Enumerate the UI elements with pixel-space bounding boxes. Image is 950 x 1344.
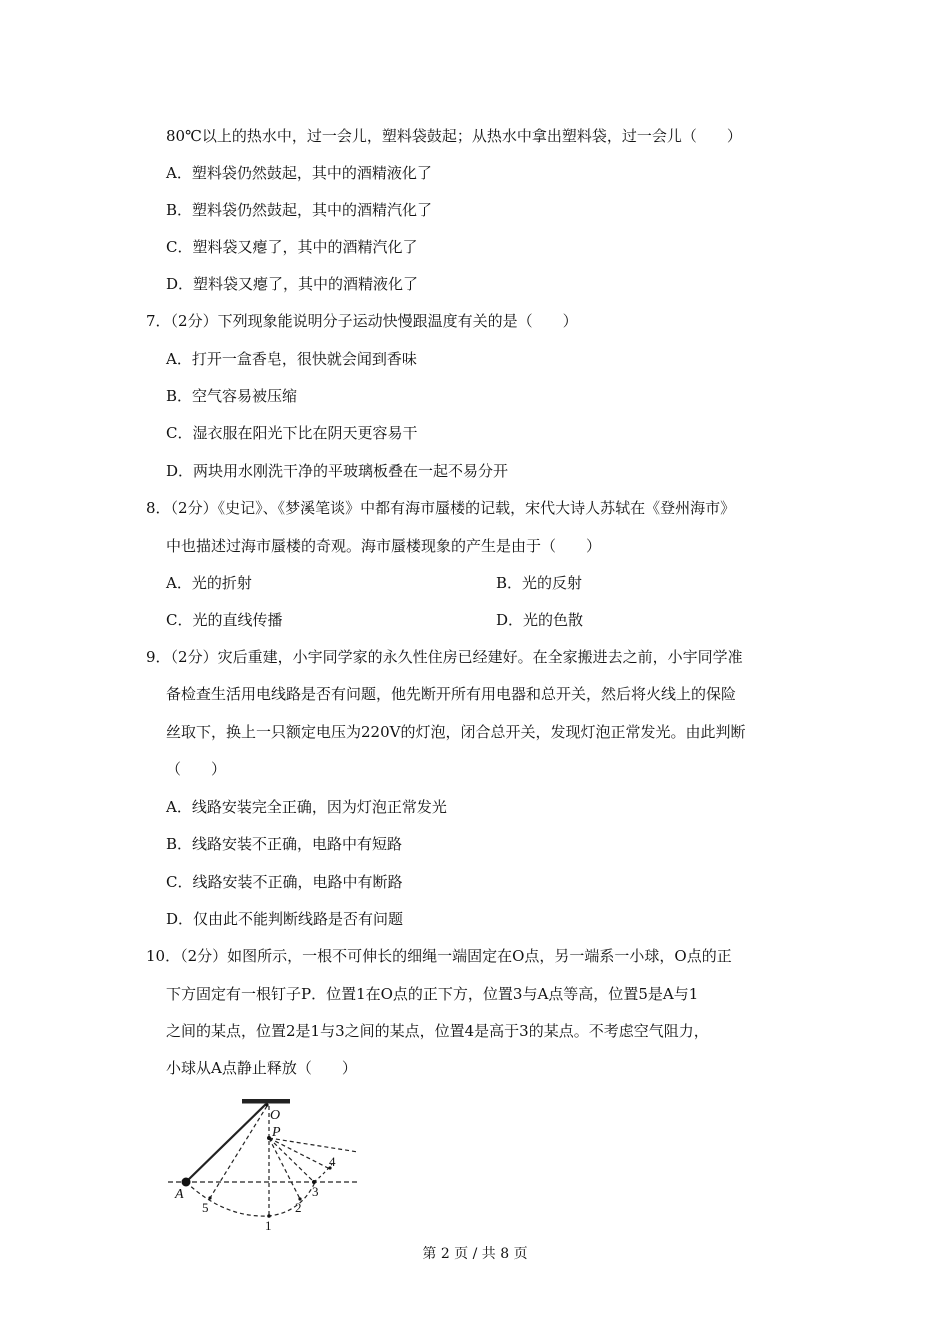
q9-stem-line1: 9．（2分）灾后重建，小宇同学家的永久性住房已经建好。在全家搬进去之前，小宇同学准 <box>146 648 743 666</box>
q10-stem-line3: 之间的某点，位置2是1与3之间的某点，位置4是高于3的某点。不考虑空气阻力， <box>166 1022 709 1040</box>
page-footer: 第 2 页 / 共 8 页 <box>422 1246 528 1262</box>
q10-stem-line1: 10．（2分）如图所示，一根不可伸长的细绳一端固定在O点，另一端系一小球，O点的正 <box>146 947 732 965</box>
string-line <box>186 1104 266 1182</box>
label-3: 3 <box>312 1184 319 1199</box>
label-4: 4 <box>329 1154 336 1169</box>
q7-option-a: A．打开一盒香皂，很快就会闻到香味 <box>166 350 417 368</box>
q9-stem-line2: 备检查生活用电线路是否有问题，他先断开所有用电器和总开关，然后将火线上的保险 <box>166 685 737 703</box>
label-5: 5 <box>202 1200 209 1215</box>
label-a: A <box>175 1187 184 1202</box>
pendulum-figure <box>166 1094 366 1230</box>
q9-option-c: C．线路安装不正确，电路中有断路 <box>166 873 403 891</box>
q8-stem-line1: 8．（2分）《史记》、《梦溪笔谈》中都有海市蜃楼的记载，宋代大诗人苏轼在《登州海市》 <box>146 499 736 517</box>
q9-option-a: A．线路安装完全正确，因为灯泡正常发光 <box>166 798 447 816</box>
label-p: P <box>272 1125 281 1140</box>
ceiling-hatch <box>242 1099 290 1103</box>
q7-option-d: D．两块用水刚洗干净的平玻璃板叠在一起不易分开 <box>166 462 509 480</box>
q10-stem-line2: 下方固定有一根钉子P．位置1在O点的正下方，位置3与A点等高，位置5是A与1 <box>166 985 699 1003</box>
q6-option-c: C．塑料袋又瘪了，其中的酒精汽化了 <box>166 238 418 256</box>
label-1: 1 <box>265 1218 272 1230</box>
nail-p-dot <box>267 1136 271 1140</box>
q8-option-d: D．光的色散 <box>496 611 584 629</box>
point-o-dot <box>265 1103 268 1106</box>
label-o: O <box>270 1108 281 1123</box>
q7-option-c: C．湿衣服在阳光下比在阴天更容易干 <box>166 424 418 442</box>
q8-option-a: A．光的折射 <box>166 574 252 592</box>
q7-stem: 7．（2分）下列现象能说明分子运动快慢跟温度有关的是（ ） <box>146 312 578 330</box>
q6-stem-continuation: 80℃以上的热水中，过一会儿，塑料袋鼓起；从热水中拿出塑料袋，过一会儿（ ） <box>166 127 742 145</box>
q9-option-d: D．仅由此不能判断线路是否有问题 <box>166 910 404 928</box>
q8-stem-line2: 中也描述过海市蜃楼的奇观。海市蜃楼现象的产生是由于（ ） <box>166 537 602 555</box>
q6-option-d: D．塑料袋又瘪了，其中的酒精液化了 <box>166 275 419 293</box>
q8-option-c: C．光的直线传播 <box>166 611 283 629</box>
position-5-mark <box>208 1196 211 1199</box>
q6-option-a: A．塑料袋仍然鼓起，其中的酒精液化了 <box>166 164 432 182</box>
dashed-o-to-5 <box>210 1106 267 1198</box>
ball <box>182 1178 191 1187</box>
q10-stem-line4: 小球从A点静止释放（ ） <box>166 1059 357 1077</box>
q7-option-b: B．空气容易被压缩 <box>166 387 298 405</box>
q9-option-b: B．线路安装不正确，电路中有短路 <box>166 835 403 853</box>
q6-option-b: B．塑料袋仍然鼓起，其中的酒精汽化了 <box>166 201 433 219</box>
q9-stem-line3: 丝取下，换上一只额定电压为220V的灯泡，闭合总开关，发现灯泡正常发光。由此判断 <box>166 723 746 741</box>
label-2: 2 <box>295 1200 302 1215</box>
q8-option-b: B．光的反射 <box>496 574 583 592</box>
q9-stem-line4: （ ） <box>166 760 227 778</box>
dashed-p-to-2 <box>269 1138 300 1199</box>
